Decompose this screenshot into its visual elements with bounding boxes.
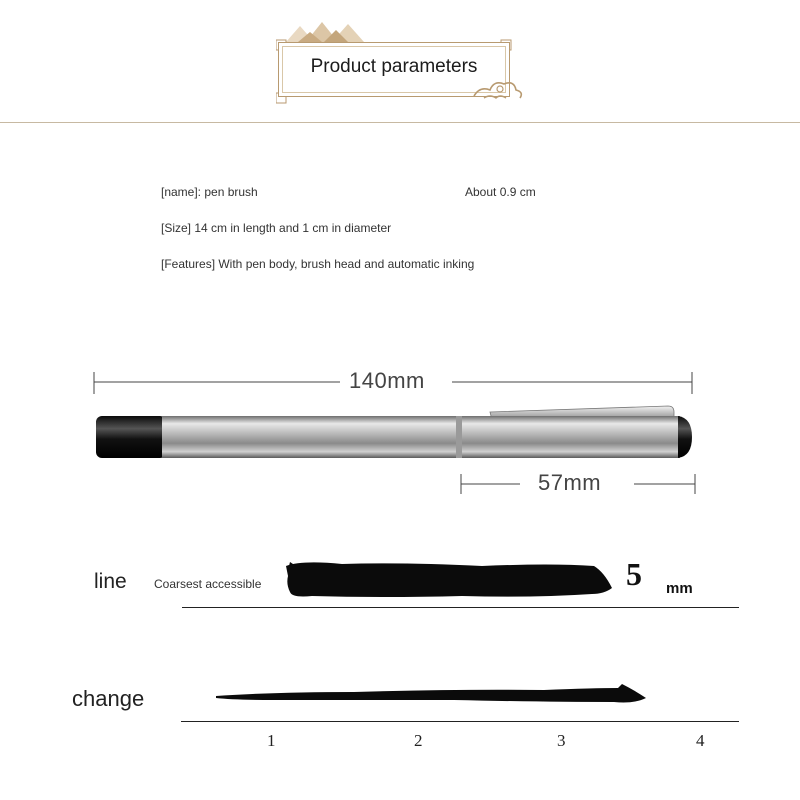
scale-mark-4: 4 <box>696 731 705 750</box>
line-baseline <box>182 607 739 608</box>
page-title: Product parameters <box>310 56 478 77</box>
change-baseline <box>181 721 739 722</box>
spec-name: [name]: pen brush <box>161 185 258 199</box>
line-label: line <box>94 570 127 593</box>
spec-head-diameter: About 0.9 cm <box>465 185 536 199</box>
pen-brush-image <box>90 400 700 470</box>
spec-size: [Size] 14 cm in length and 1 cm in diameter <box>161 221 392 235</box>
line-note: Coarsest accessible <box>154 577 262 591</box>
auspicious-cloud-icon <box>470 76 526 106</box>
spec-features: [Features] With pen body, brush head and automatic inking <box>161 257 475 271</box>
coarse-stroke-sample <box>282 558 616 602</box>
change-label: change <box>72 686 145 711</box>
header-divider <box>0 122 800 123</box>
variable-stroke-sample <box>214 682 650 708</box>
total-length-label: 140mm <box>349 368 425 393</box>
line-width-value: 5 <box>626 556 642 592</box>
line-width-unit: mm <box>666 580 693 597</box>
scale-mark-1: 1 <box>267 731 276 750</box>
scale-mark-3: 3 <box>557 731 566 750</box>
cap-length-label: 57mm <box>538 470 602 495</box>
scale-mark-2: 2 <box>414 731 423 750</box>
